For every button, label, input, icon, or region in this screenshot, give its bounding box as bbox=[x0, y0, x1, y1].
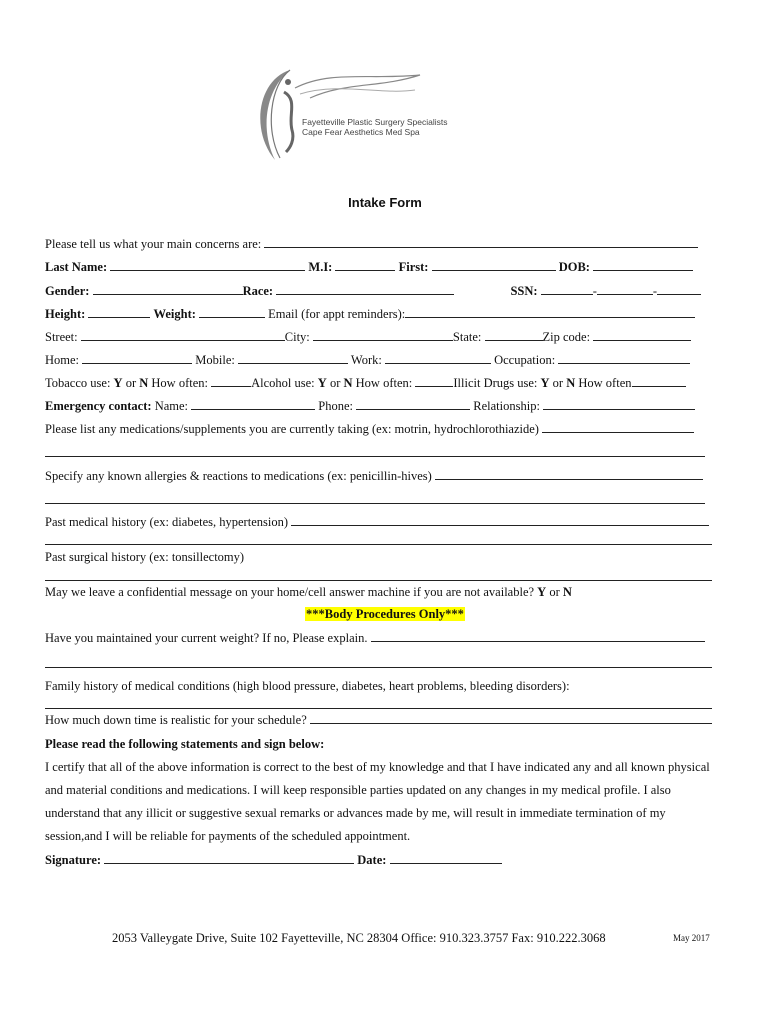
weight-question-field[interactable] bbox=[371, 630, 705, 642]
confidential-or: or bbox=[549, 585, 560, 599]
email-field[interactable] bbox=[405, 306, 695, 318]
email-label: Email (for appt reminders): bbox=[268, 307, 406, 321]
downtime-row bbox=[45, 712, 712, 728]
drugs-no[interactable]: N bbox=[566, 376, 576, 390]
certification-paragraph: I certify that all of the above information is correct to the best of my knowledge and that I have indicated any and all known physical and material conditions and medications. I will keep responsible parties updated on any changes in my medical profile. I also understand that any illicit or suggestive sexual remarks or advances made by me, will result in immediate termination of my session,and I will be reliable for payments of the scheduled appointment. bbox=[45, 760, 710, 843]
occupation-label: Occupation: bbox=[494, 353, 556, 367]
emergency-phone-label: Phone: bbox=[318, 399, 353, 413]
mi-field[interactable] bbox=[335, 259, 395, 271]
alcohol-no[interactable]: N bbox=[343, 376, 353, 390]
relationship-field[interactable] bbox=[543, 398, 695, 410]
drugs-yes[interactable]: Y bbox=[540, 376, 550, 390]
first-label: First: bbox=[398, 260, 429, 274]
past-surgical-label: Past surgical history (ex: tonsillectomy) bbox=[45, 550, 245, 564]
downtime-label: How much down time is realistic for your schedule? bbox=[45, 713, 307, 727]
zip-label: Zip code: bbox=[542, 330, 591, 344]
signature-field[interactable] bbox=[104, 852, 354, 864]
city-field[interactable] bbox=[313, 329, 453, 341]
family-history-row bbox=[45, 678, 570, 694]
tobacco-no[interactable]: N bbox=[139, 376, 149, 390]
name-row bbox=[45, 259, 693, 275]
tobacco-yes[interactable]: Y bbox=[113, 376, 123, 390]
address-row bbox=[45, 329, 691, 345]
alcohol-yes[interactable]: Y bbox=[317, 376, 327, 390]
height-row bbox=[45, 306, 695, 322]
family-history-field[interactable] bbox=[45, 708, 712, 709]
ssn-part-2[interactable] bbox=[597, 283, 653, 295]
body-procedures-banner bbox=[0, 607, 770, 622]
clinic-logo bbox=[250, 60, 430, 170]
confidential-label: May we leave a confidential message on your home/cell answer machine if you are not available? bbox=[45, 585, 535, 599]
alcohol-or: or bbox=[329, 376, 341, 390]
main-concerns-field[interactable] bbox=[264, 236, 698, 248]
footer-address: 2053 Valleygate Drive, Suite 102 Fayetteville, NC 28304 Office: 910.323.3757 Fax: 910.222.3068 bbox=[112, 931, 606, 945]
medications-label: Please list any medications/supplements you are currently taking (ex: motrin, hydrochlorothiazide) bbox=[45, 422, 539, 436]
dob-field[interactable] bbox=[593, 259, 693, 271]
race-label: Race: bbox=[242, 284, 274, 298]
ssn-sep-1: - bbox=[592, 284, 597, 298]
gender-field[interactable] bbox=[93, 283, 243, 295]
emergency-phone-field[interactable] bbox=[356, 398, 470, 410]
drugs-how-often-field[interactable] bbox=[632, 375, 686, 387]
medications-field-line-2[interactable] bbox=[45, 456, 705, 457]
state-label: State: bbox=[452, 330, 482, 344]
signature-row bbox=[45, 852, 502, 868]
alcohol-how-often-label: How often: bbox=[355, 376, 413, 390]
occupation-field[interactable] bbox=[558, 352, 690, 364]
drugs-or: or bbox=[552, 376, 564, 390]
medications-field[interactable] bbox=[542, 421, 694, 433]
tobacco-how-often-label: How often: bbox=[151, 376, 208, 390]
zip-field[interactable] bbox=[593, 329, 691, 341]
body-procedures-label: ***Body Procedures Only*** bbox=[306, 607, 464, 621]
allergies-field[interactable] bbox=[435, 468, 703, 480]
date-field[interactable] bbox=[390, 852, 502, 864]
logo-line-1: Fayetteville Plastic Surgery Specialists bbox=[302, 117, 448, 127]
family-history-label: Family history of medical conditions (high blood pressure, diabetes, heart problems, bleeding disorders): bbox=[45, 679, 570, 693]
gender-row bbox=[45, 283, 701, 299]
last-name-label: Last Name: bbox=[45, 260, 108, 274]
mobile-label: Mobile: bbox=[195, 353, 235, 367]
allergies-row bbox=[45, 468, 703, 484]
tobacco-how-often-field[interactable] bbox=[211, 375, 251, 387]
alcohol-label: Alcohol use: bbox=[251, 376, 315, 390]
weight-label: Weight: bbox=[153, 307, 196, 321]
confidential-yes[interactable]: Y bbox=[537, 585, 547, 599]
past-medical-field-line-2[interactable] bbox=[45, 544, 712, 545]
footer-revision-date: May 2017 bbox=[673, 933, 710, 943]
logo-line-2: Cape Fear Aesthetics Med Spa bbox=[302, 127, 420, 137]
medications-row bbox=[45, 421, 694, 437]
emergency-name-label: Name: bbox=[154, 399, 189, 413]
past-medical-label: Past medical history (ex: diabetes, hypertension) bbox=[45, 515, 288, 529]
ssn-label: SSN: bbox=[510, 284, 538, 298]
drugs-label: Illicit Drugs use: bbox=[453, 376, 538, 390]
last-name-field[interactable] bbox=[110, 259, 305, 271]
height-label: Height: bbox=[45, 307, 86, 321]
substance-row bbox=[45, 375, 686, 391]
read-statements-heading: Please read the following statements and sign below: bbox=[45, 737, 325, 751]
weight-question-field-line-2[interactable] bbox=[45, 667, 712, 668]
phone-row bbox=[45, 352, 690, 368]
weight-field[interactable] bbox=[199, 306, 265, 318]
past-medical-row bbox=[45, 514, 709, 530]
alcohol-how-often-field[interactable] bbox=[415, 375, 453, 387]
height-field[interactable] bbox=[88, 306, 150, 318]
past-medical-field[interactable] bbox=[291, 514, 709, 526]
past-surgical-row bbox=[45, 549, 244, 565]
weight-question-label: Have you maintained your current weight? If no, Please explain. bbox=[45, 631, 368, 645]
form-title: Intake Form bbox=[348, 195, 422, 210]
signature-label: Signature: bbox=[45, 853, 102, 867]
race-field[interactable] bbox=[276, 283, 454, 295]
confidential-row bbox=[45, 584, 572, 600]
emergency-label: Emergency contact: bbox=[45, 399, 152, 413]
logo-text bbox=[302, 117, 448, 137]
tobacco-label: Tobacco use: bbox=[45, 376, 111, 390]
confidential-no[interactable]: N bbox=[562, 585, 572, 599]
state-field[interactable] bbox=[485, 329, 543, 341]
home-phone-field[interactable] bbox=[82, 352, 192, 364]
past-surgical-field[interactable] bbox=[45, 580, 712, 581]
main-concerns-label: Please tell us what your main concerns are: bbox=[45, 237, 262, 251]
first-field[interactable] bbox=[432, 259, 556, 271]
allergies-label: Specify any known allergies & reactions to medications (ex: penicillin-hives) bbox=[45, 469, 432, 483]
ssn-part-3[interactable] bbox=[657, 283, 701, 295]
emergency-name-field[interactable] bbox=[191, 398, 315, 410]
read-statements-row bbox=[45, 736, 324, 752]
gender-label: Gender: bbox=[45, 284, 90, 298]
work-label: Work: bbox=[350, 353, 382, 367]
mobile-phone-field[interactable] bbox=[238, 352, 348, 364]
street-label: Street: bbox=[45, 330, 78, 344]
emergency-row bbox=[45, 398, 695, 414]
dob-label: DOB: bbox=[558, 260, 590, 274]
tobacco-or: or bbox=[125, 376, 137, 390]
ssn-part-1[interactable] bbox=[541, 283, 593, 295]
weight-question-row bbox=[45, 630, 705, 646]
home-label: Home: bbox=[45, 353, 80, 367]
mi-label: M.I: bbox=[308, 260, 333, 274]
date-label: Date: bbox=[357, 853, 387, 867]
relationship-label: Relationship: bbox=[473, 399, 540, 413]
work-phone-field[interactable] bbox=[385, 352, 491, 364]
ssn-sep-2: - bbox=[652, 284, 658, 298]
allergies-field-line-2[interactable] bbox=[45, 503, 705, 504]
main-concerns-row bbox=[45, 236, 698, 252]
street-field[interactable] bbox=[81, 329, 285, 341]
drugs-how-often-label: How often bbox=[578, 376, 632, 390]
downtime-field[interactable] bbox=[310, 712, 712, 724]
city-label: City: bbox=[284, 330, 310, 344]
